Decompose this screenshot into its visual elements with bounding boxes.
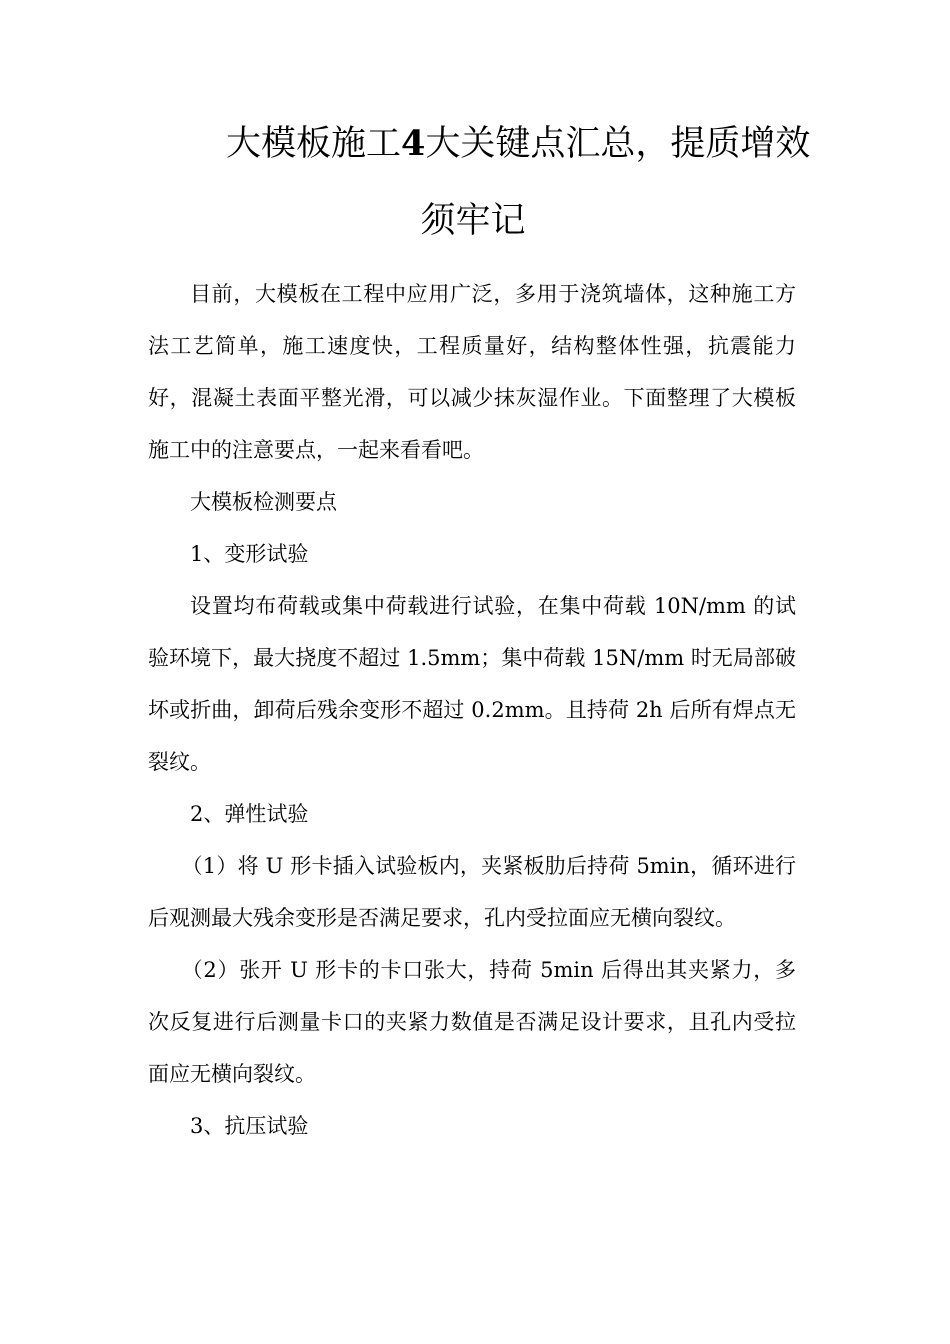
title-text-a: 大模板施工 xyxy=(226,124,402,164)
item1-heading: 1、变形试验 xyxy=(190,542,309,566)
title-number: 4 xyxy=(401,123,426,164)
item1-paragraph: 设置均布荷载或集中荷载进行试验，在集中荷载 10N/mm 的试验环境下，最大挠度不超过 1.5mm；集中荷载 15N/mm 时无局部破坏或折曲，卸荷后残余变形不超过 0.2mm。且持荷 2h 后所有焊点无裂纹。 xyxy=(148,594,796,774)
item2-paragraph-2: （2）张开 U 形卡的卡口张大，持荷 5min 后得出其夹紧力，多次反复进行后测量卡口的夹紧力数值是否满足设计要求，且孔内受拉面应无横向裂纹。 xyxy=(148,958,796,1086)
document-title-line1 xyxy=(148,123,811,164)
intro-paragraph: 目前，大模板在工程中应用广泛，多用于浇筑墙体，这种施工方法工艺简单，施工速度快，工程质量好，结构整体性强，抗震能力好，混凝土表面平整光滑，可以减少抹灰湿作业。下面整理了大模板施工中的注意要点，一起来看看吧。 xyxy=(148,282,796,462)
title-text-b: 大关键点汇总，提质增效 xyxy=(425,124,811,164)
item2-paragraph-1: （1）将 U 形卡插入试验板内，夹紧板肋后持荷 5min，循环进行后观测最大残余变形是否满足要求，孔内受拉面应无横向裂纹。 xyxy=(148,854,796,930)
document-title-line2: 须牢记 xyxy=(420,201,526,241)
item3-heading: 3、抗压试验 xyxy=(190,1114,309,1138)
item2-heading: 2、弹性试验 xyxy=(190,802,309,826)
section-heading: 大模板检测要点 xyxy=(190,490,337,514)
